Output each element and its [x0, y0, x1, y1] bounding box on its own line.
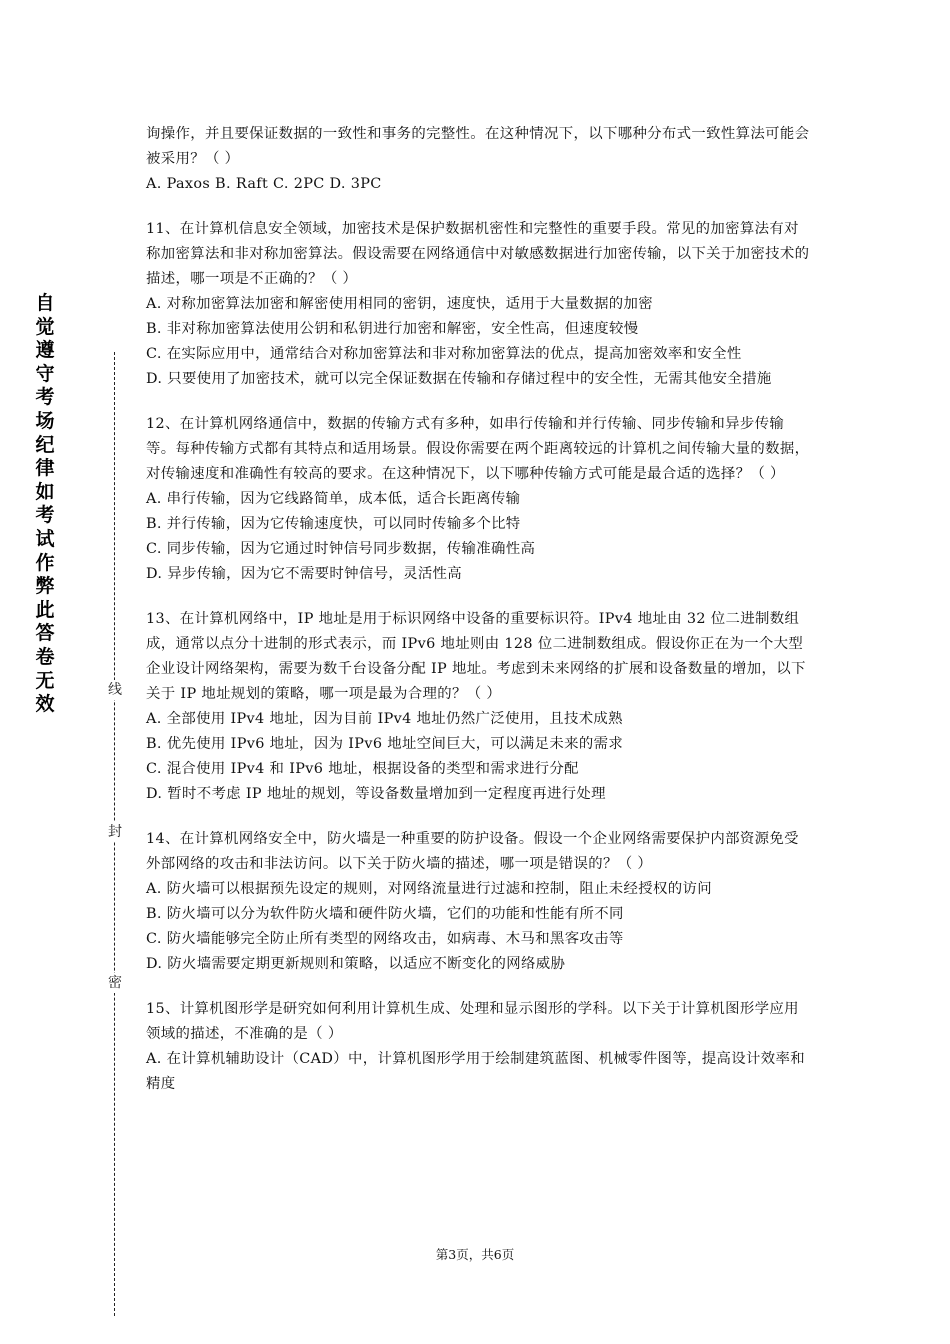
- option-a: A. 串行传输，因为它线路简单，成本低，适合长距离传输: [146, 491, 521, 507]
- exam-discipline-notice: 自觉遵守考场纪律如考试作弊此答卷无效: [35, 292, 55, 716]
- option-d: D. 暂时不考虑 IP 地址的规划，等设备数量增加到一定程度再进行处理: [146, 786, 606, 802]
- seal-mark-seal: 封: [108, 824, 122, 840]
- question-stem: 12、在计算机网络通信中，数据的传输方式有多种，如串行传输和并行传输、同步传输和异步传输等。每种传输方式都有其特点和适用场景。假设你需要在两个距离较远的计算机之间传输大量的数据，对传输速度和准确性有较高的要求。在这种情况下，以下哪种传输方式可能是最合适的选择？（ ）: [146, 416, 810, 482]
- question-stem: 15、计算机图形学是研究如何利用计算机生成、处理和显示图形的学科。以下关于计算机图形学应用领域的描述，不准确的是（ ）: [146, 1001, 799, 1042]
- page-number: 第3页，共6页: [435, 1247, 515, 1262]
- question-10-continuation: [146, 122, 812, 197]
- option-c: C. 混合使用 IPv4 和 IPv6 地址，根据设备的类型和需求进行分配: [146, 761, 579, 777]
- option-a: A. 对称加密算法加密和解密使用相同的密钥，速度快，适用于大量数据的加密: [146, 296, 654, 312]
- option-b: B. 防火墙可以分为软件防火墙和硬件防火墙，它们的功能和性能有所不同: [146, 906, 624, 922]
- option-c: C. 防火墙能够完全防止所有类型的网络攻击，如病毒、木马和黑客攻击等: [146, 931, 624, 947]
- question-stem: 询操作，并且要保证数据的一致性和事务的完整性。在这种情况下，以下哪种分布式一致性算法可能会被采用？（ ）: [146, 126, 810, 167]
- option-b: B. 优先使用 IPv6 地址，因为 IPv6 地址空间巨大，可以满足未来的需求: [146, 736, 624, 752]
- question-content: [146, 122, 812, 1117]
- question-13: [146, 607, 812, 807]
- option-a: A. 全部使用 IPv4 地址，因为目前 IPv4 地址仍然广泛使用，且技术成熟: [146, 711, 623, 727]
- question-stem: 13、在计算机网络中，IP 地址是用于标识网络中设备的重要标识符。IPv4 地址由 32 位二进制数组成，通常以点分十进制的形式表示，而 IPv6 地址则由 128 位二进制数组成。假设你正在为一个大型企业设计网络架构，需要为数千台设备分配 IP 地址。考虑到未来网络的扩展和设备数量的增加，以下关于 IP 地址规划的策略，哪一项是最为合理的？（ ）: [146, 611, 806, 702]
- option-a: A. 防火墙可以根据预先设定的规则，对网络流量进行过滤和控制，阻止未经授权的访问: [146, 881, 712, 897]
- option-a: A. 在计算机辅助设计（CAD）中，计算机图形学用于绘制建筑蓝图、机械零件图等，提高设计效率和精度: [146, 1051, 805, 1092]
- question-options: A. Paxos B. Raft C. 2PC D. 3PC: [146, 176, 382, 192]
- option-b: B. 非对称加密算法使用公钥和私钥进行加密和解密，安全性高，但速度较慢: [146, 321, 639, 337]
- option-d: D. 防火墙需要定期更新规则和策略，以适应不断变化的网络威胁: [146, 956, 566, 972]
- option-d: D. 异步传输，因为它不需要时钟信号，灵活性高: [146, 566, 463, 582]
- option-c: C. 同步传输，因为它通过时钟信号同步数据，传输准确性高: [146, 541, 536, 557]
- option-c: C. 在实际应用中，通常结合对称加密算法和非对称加密算法的优点，提高加密效率和安全性: [146, 346, 742, 362]
- seal-mark-secret: 密: [108, 975, 122, 991]
- question-14: [146, 827, 812, 977]
- seal-mark-line: 线: [108, 682, 122, 698]
- question-stem: 11、在计算机信息安全领域，加密技术是保护数据机密性和完整性的重要手段。常见的加密算法有对称加密算法和非对称加密算法。假设需要在网络通信中对敏感数据进行加密传输，以下关于加密技术的描述，哪一项是不正确的？（ ）: [146, 221, 810, 287]
- question-15: [146, 997, 812, 1097]
- question-12: [146, 412, 812, 587]
- question-11: [146, 217, 812, 392]
- question-stem: 14、在计算机网络安全中，防火墙是一种重要的防护设备。假设一个企业网络需要保护内部资源免受外部网络的攻击和非法访问。以下关于防火墙的描述，哪一项是错误的？（ ）: [146, 831, 799, 872]
- option-b: B. 并行传输，因为它传输速度快，可以同时传输多个比特: [146, 516, 521, 532]
- option-d: D. 只要使用了加密技术，就可以完全保证数据在传输和存储过程中的安全性，无需其他安全措施: [146, 371, 772, 387]
